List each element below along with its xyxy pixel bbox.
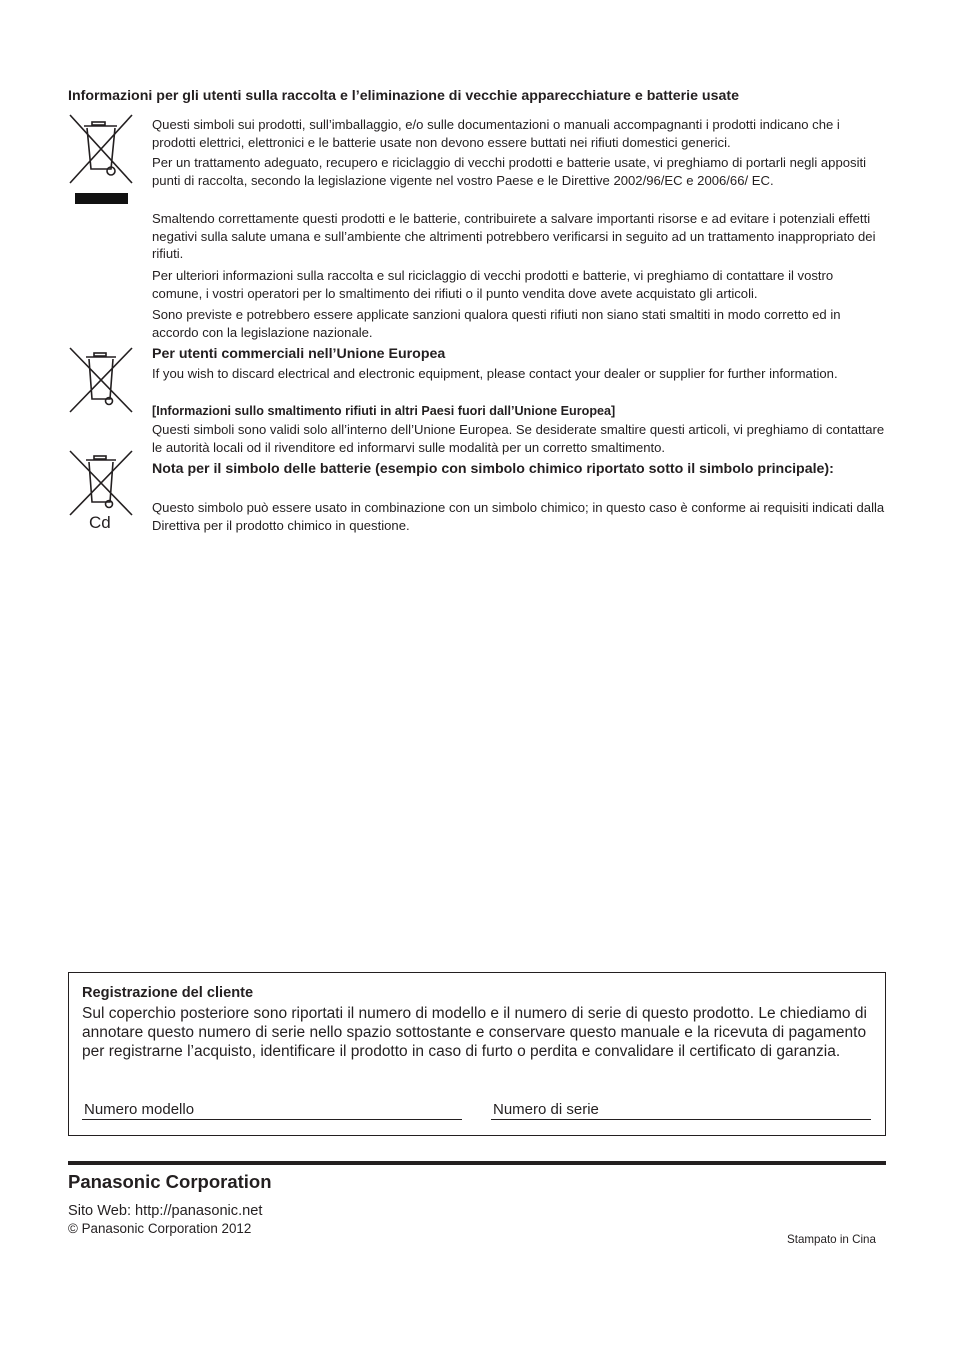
- crossed-bin-icon: [68, 346, 134, 414]
- paragraph-3: Smaltendo correttamente questi prodotti e le batterie, contribuirete a salvare importanti risorse e ad evitare i potenziali effetti negativi sulla salute umana e sull’ambiente che altrimenti potrebbero verificarsi in seguito ad un trattamento inappropriato dei rifiuti.: [152, 211, 876, 262]
- model-number-field[interactable]: [82, 1101, 462, 1120]
- section-heading: Informazioni per gli utenti sulla raccolta e l’eliminazione di vecchie apparecchiature e batterie usate: [68, 88, 739, 104]
- paragraph-5: Sono previste e potrebbero essere applicate sanzioni qualora questi rifiuti non siano stati smaltiti in modo corretto ed in accordo con la legislazione nazionale.: [152, 307, 841, 340]
- chemical-symbol: Cd: [89, 513, 111, 532]
- business-title: Per utenti commerciali nell’Unione Europea: [152, 346, 446, 362]
- company-name: Panasonic Corporation: [68, 1171, 272, 1192]
- registration-title: Registrazione del cliente: [82, 985, 254, 1001]
- solid-bar-mark: [75, 193, 128, 204]
- website: Sito Web: http://panasonic.net: [68, 1203, 263, 1219]
- outside-eu-title: [Informazioni sullo smaltimento rifiuti in altri Paesi fuori dall’Unione Europea]: [152, 404, 616, 418]
- business-text: If you wish to discard electrical and electronic equipment, please contact your dealer or supplier for further information.: [152, 366, 838, 381]
- battery-text: Questo simbolo può essere usato in combinazione con un simbolo chimico; in questo caso è conforme ai requisiti indicati dalla Direttiva per il prodotto chimico in questione.: [152, 500, 885, 533]
- model-number-label: Numero modello: [84, 1101, 195, 1118]
- paragraph-1: Questi simboli sui prodotti, sull’imballaggio, e/o sulle documentazioni o manuali accompagnanti i prodotti indicano che i prodotti elettrici, elettronici e le batterie usate non devono essere buttati nei rifiuti domestici generici.: [152, 117, 840, 150]
- battery-title: Nota per il simbolo delle batterie (esempio con simbolo chimico riportato sotto il simbolo principale):: [152, 461, 834, 477]
- paragraph-2: Per un trattamento adeguato, recupero e riciclaggio di vecchi prodotti e batterie usate, vi preghiamo di portarli negli appositi punti di raccolta, secondo la legislazione vigente nel vostro Paese e le Direttive 2002/96/EC e 2006/66/ EC.: [152, 155, 867, 188]
- registration-text: Sul coperchio posteriore sono riportati il numero di modello e il numero di serie di questo prodotto. Le chiediamo di annotare questo numero di serie nello spazio sottostante e conservare questo manuale e la ricevuta di pagamento per registrarne l’acquisto, identificare il prodotto in caso di furto o perdita e convalidare il certificato di garanzia.: [82, 1005, 867, 1060]
- footer-divider: [68, 1161, 886, 1165]
- printed-in: Stampato in Cina: [787, 1233, 876, 1246]
- outside-eu-text: Questi simboli sono validi solo all’interno dell’Unione Europea. Se desiderate smaltire questi articoli, vi preghiamo di contattare le autorità locali od il rivenditore ed informarvi sulle modalità per un corretto smaltimento.: [152, 422, 885, 455]
- crossed-bin-icon: [68, 113, 134, 185]
- copyright: © Panasonic Corporation 2012: [68, 1221, 252, 1236]
- serial-number-label: Numero di serie: [493, 1101, 599, 1118]
- serial-number-field[interactable]: [491, 1101, 871, 1120]
- crossed-bin-icon: [68, 449, 134, 517]
- paragraph-4: Per ulteriori informazioni sulla raccolta e sul riciclaggio di vecchi prodotti e batterie, vi preghiamo di contattare il vostro comune, i vostri operatori per lo smaltimento dei rifiuti o il punto vendita dove avete acquistato gli articoli.: [152, 268, 834, 301]
